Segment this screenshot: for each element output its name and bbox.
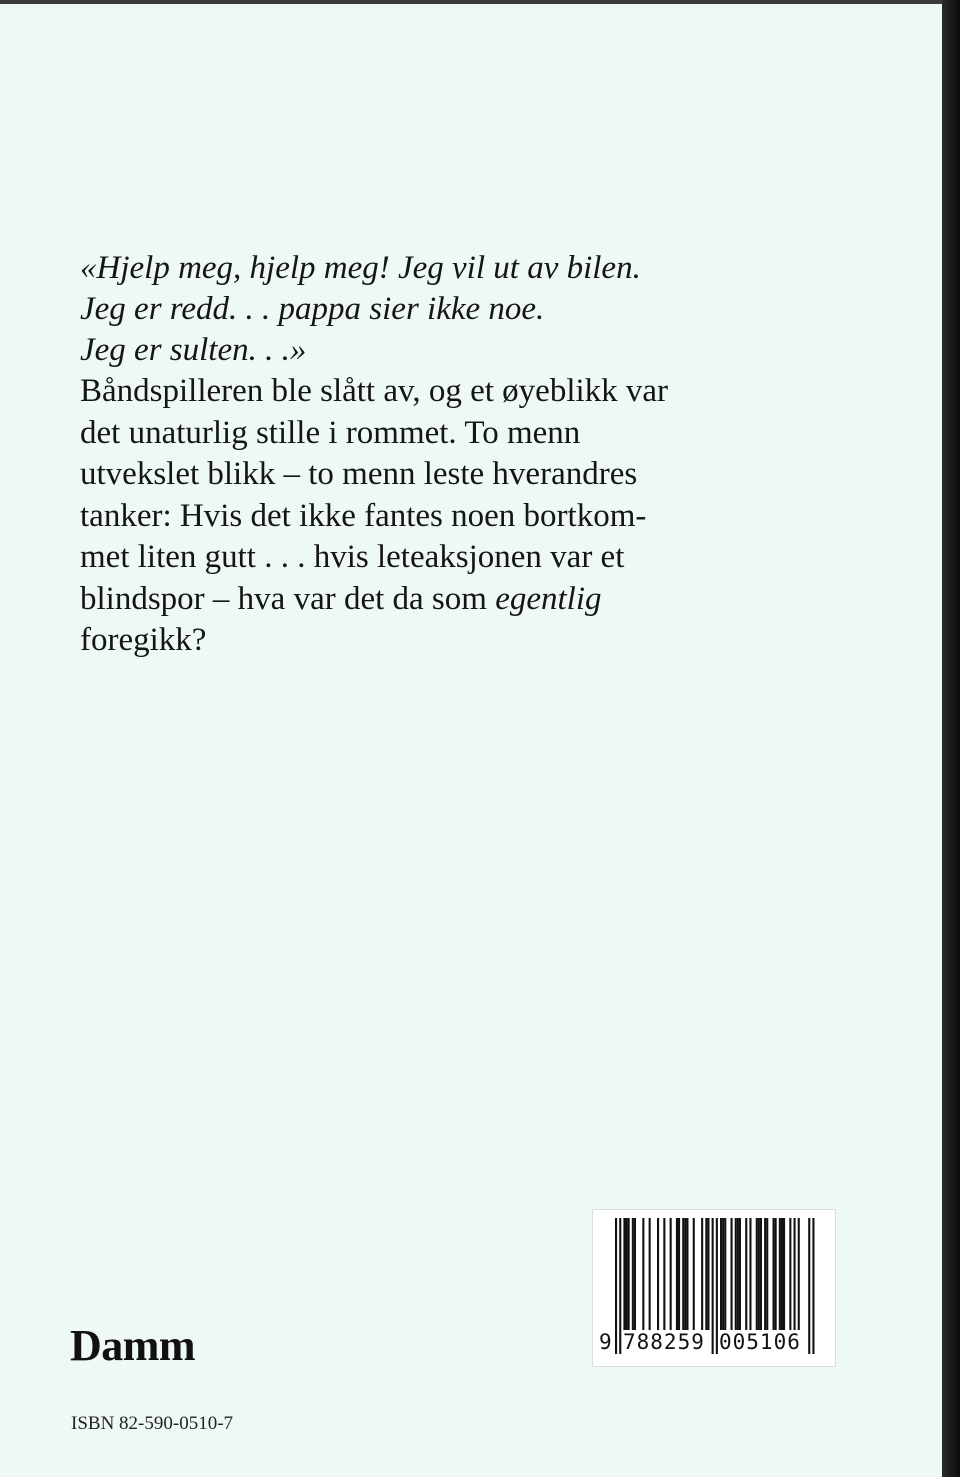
barcode-bar	[760, 1218, 762, 1330]
barcode-bar	[678, 1218, 680, 1330]
barcode-bar	[794, 1218, 796, 1330]
barcode-bar	[634, 1218, 636, 1330]
barcode-bar	[737, 1218, 739, 1330]
body-line: met liten gutt . . . hvis leteaksjonen var et	[80, 539, 625, 575]
barcode-bar	[684, 1218, 686, 1330]
opening-quote	[80, 248, 700, 371]
barcode-bar	[735, 1218, 737, 1330]
barcode-bar	[623, 1218, 625, 1330]
barcode-bar	[693, 1218, 695, 1330]
emphasis-word: egentlig	[495, 580, 602, 617]
barcode-bar	[615, 1218, 617, 1354]
barcode-bar	[773, 1218, 775, 1330]
barcode-bar	[670, 1218, 672, 1330]
barcode-bar	[657, 1218, 659, 1330]
barcode-bar	[766, 1218, 768, 1330]
barcode-bar	[798, 1218, 800, 1330]
body-line: foregikk?	[80, 622, 207, 658]
barcode-bar	[764, 1218, 766, 1330]
quote-line: Jeg er redd. . . pappa sier ikke noe.	[80, 291, 545, 327]
barcode-bar	[642, 1218, 644, 1330]
barcode-bar	[789, 1218, 791, 1330]
barcode-bar	[705, 1218, 707, 1330]
barcode-first-digit: 9	[599, 1330, 612, 1354]
barcode-bar	[749, 1218, 751, 1330]
barcode-left-group: 788259	[623, 1330, 705, 1354]
body-line: utvekslet blikk – to menn leste hverandres	[80, 456, 638, 492]
barcode-bar	[682, 1218, 684, 1330]
blurb-body	[80, 371, 700, 662]
barcode-bar	[686, 1218, 688, 1330]
barcode-bar	[731, 1218, 733, 1330]
barcode-bar	[712, 1218, 714, 1354]
publisher-logo: Damm	[70, 1321, 196, 1370]
barcode-bar	[676, 1218, 678, 1330]
barcode-bar	[808, 1218, 810, 1354]
barcode-bar	[781, 1218, 783, 1330]
quote-line: «Hjelp meg, hjelp meg! Jeg vil ut av bilen.	[80, 250, 641, 286]
barcode-bar	[756, 1218, 758, 1330]
barcode-bar	[775, 1218, 777, 1330]
quote-line: Jeg er sulten. . .»	[80, 332, 307, 368]
barcode-bar	[724, 1218, 726, 1330]
barcode-bar	[619, 1218, 621, 1354]
isbn-text: ISBN 82-590-0510-7	[71, 1413, 234, 1434]
barcode-bar	[779, 1218, 781, 1330]
barcode-bar	[739, 1218, 741, 1330]
body-line: det unaturlig stille i rommet. To menn	[80, 414, 581, 451]
blurb	[80, 248, 700, 662]
barcode-bar	[628, 1218, 630, 1330]
barcode-bar	[722, 1218, 724, 1330]
isbn-barcode	[592, 1209, 836, 1367]
barcode-bar	[745, 1218, 747, 1330]
body-line: tanker: Hvis det ikke fantes noen bortkom-	[80, 497, 647, 534]
barcode-right-group: 005106	[719, 1330, 801, 1354]
barcode-bar	[812, 1218, 814, 1354]
barcode-bar	[707, 1218, 709, 1330]
barcode-bar	[701, 1218, 703, 1330]
barcode-bar	[626, 1218, 628, 1330]
cover-edge	[942, 0, 960, 1477]
barcode-bar	[758, 1218, 760, 1330]
body-line: blindspor – hva var det da som	[80, 580, 496, 617]
barcode-bar	[649, 1218, 651, 1330]
barcode-bar	[720, 1218, 722, 1330]
barcode-bar	[632, 1218, 634, 1330]
body-line: Båndspilleren ble slått av, og et øyeblikk var	[80, 373, 669, 409]
barcode-bar	[716, 1218, 718, 1354]
barcode-bar	[663, 1218, 665, 1330]
barcode-bar	[783, 1218, 785, 1330]
